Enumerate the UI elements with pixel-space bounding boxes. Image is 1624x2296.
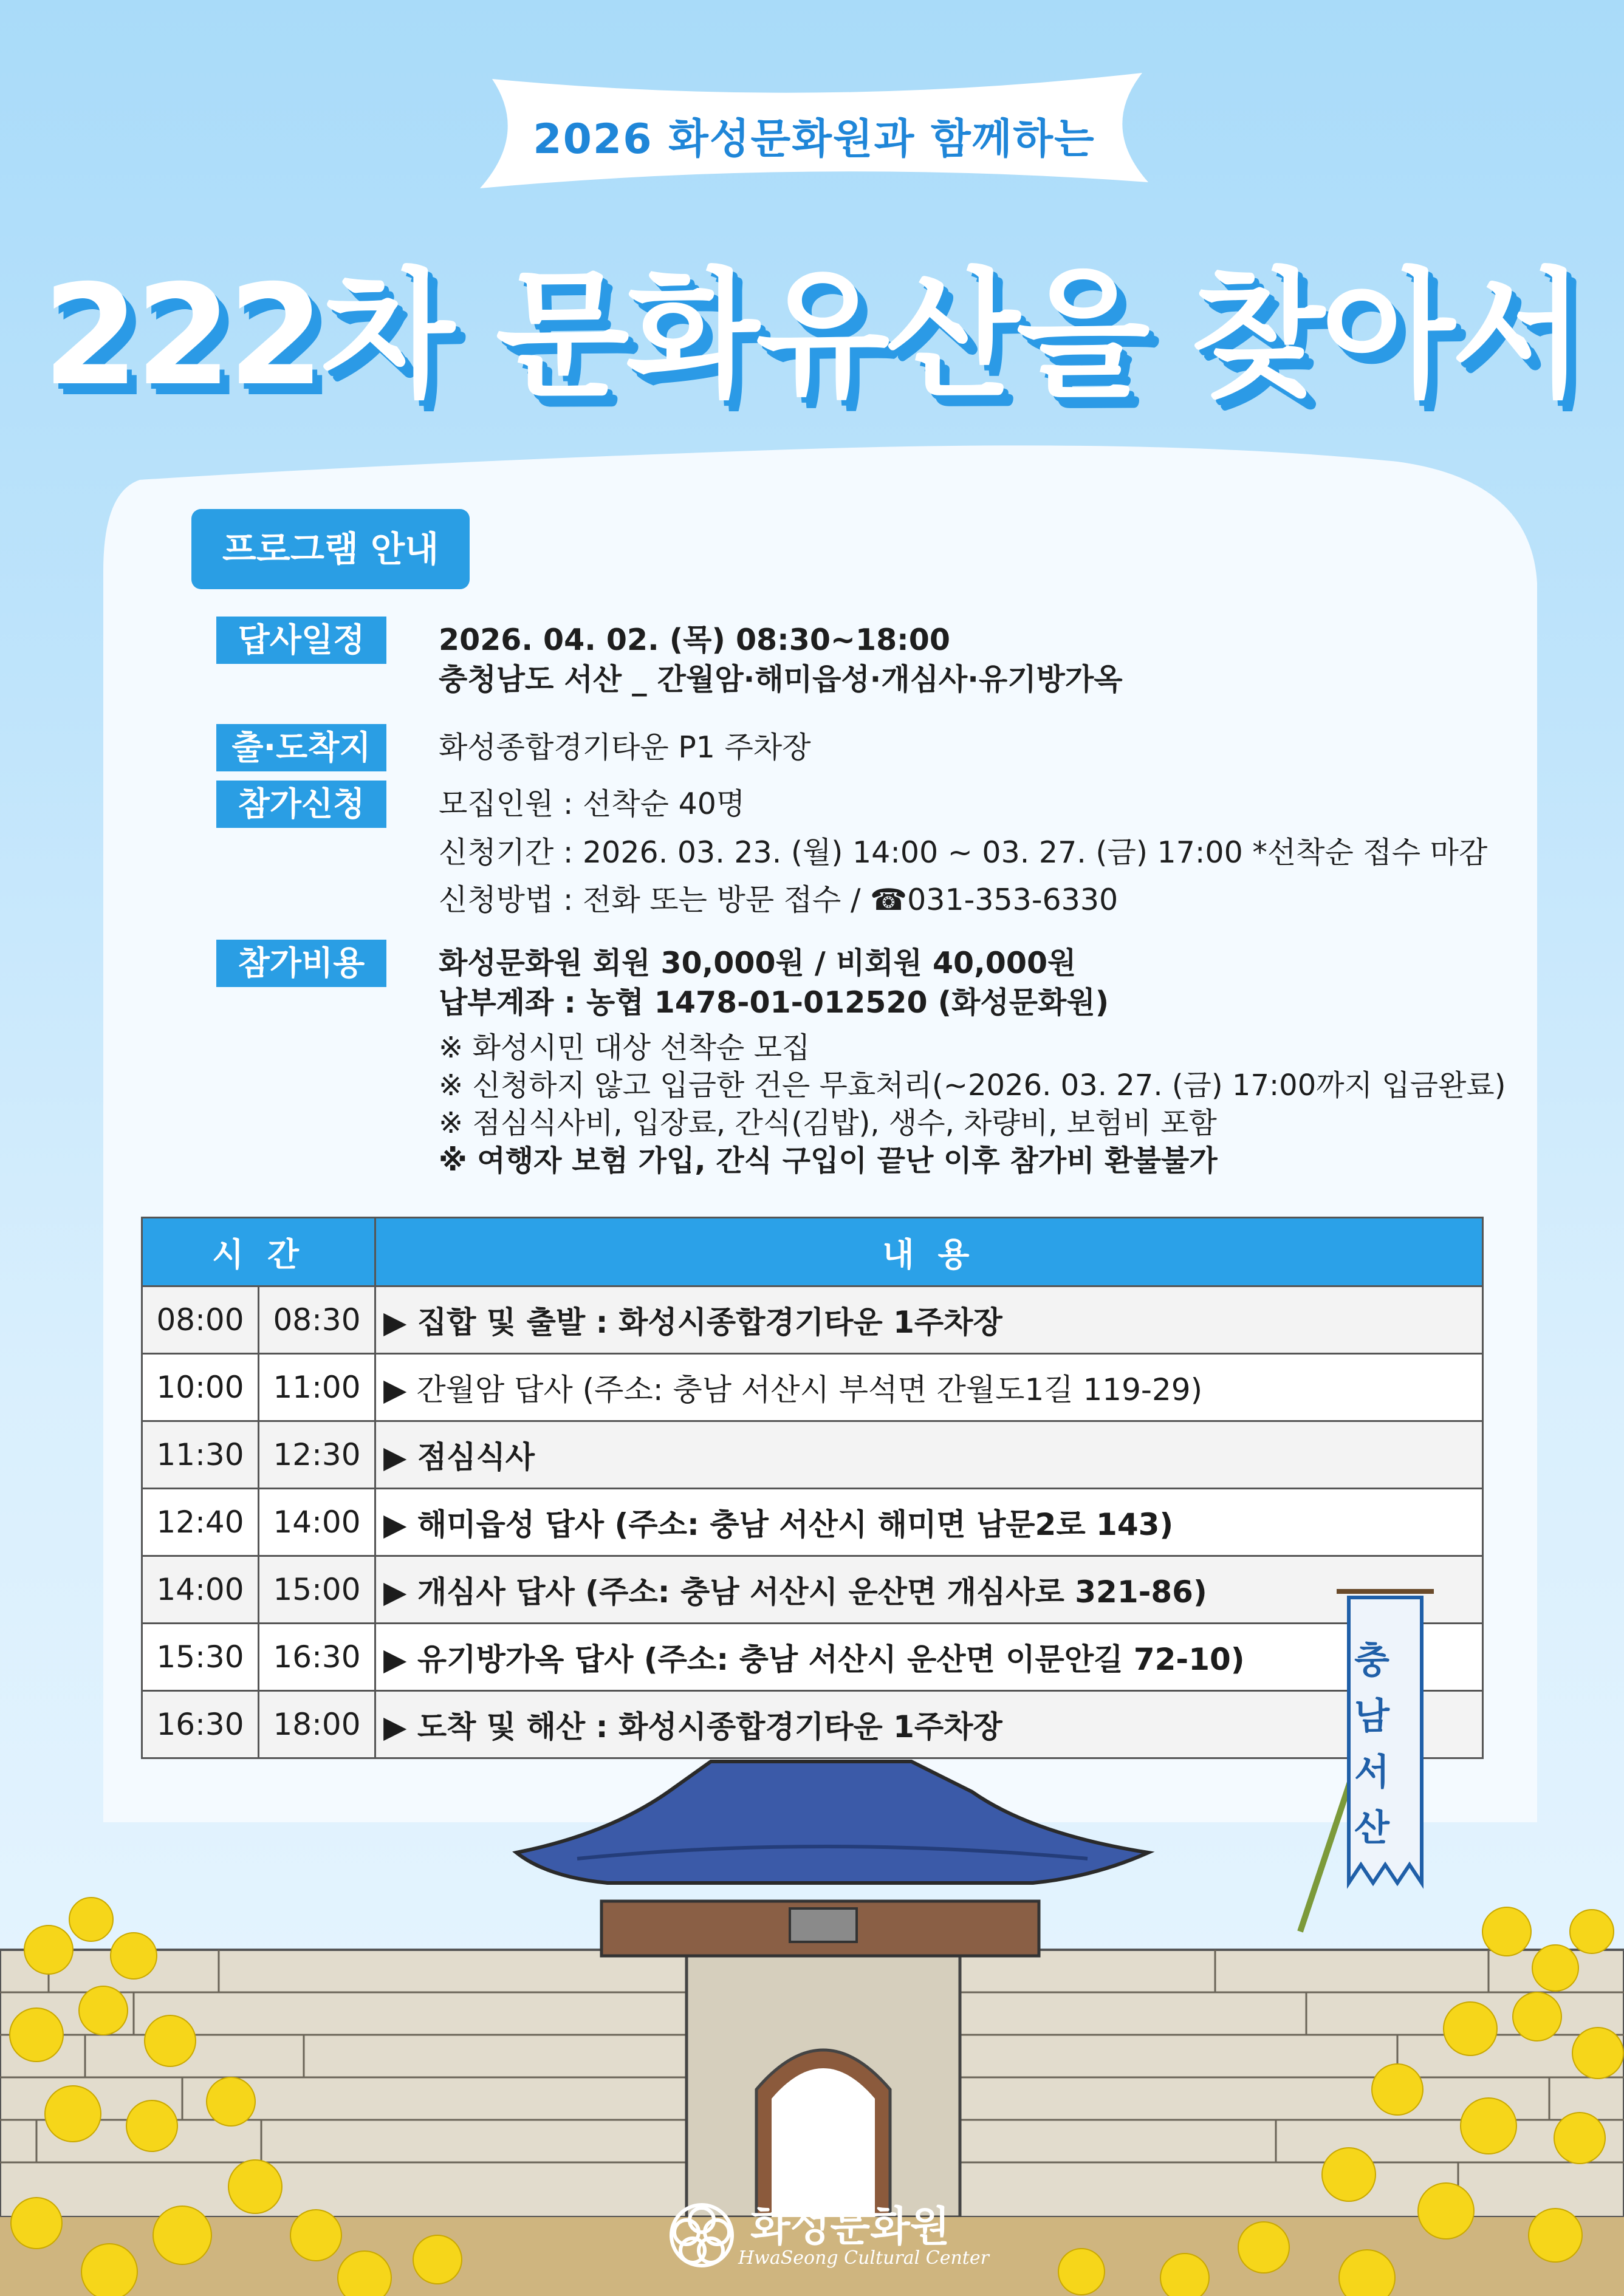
end-time: 12:30	[259, 1421, 375, 1489]
table-row	[142, 1624, 1483, 1691]
depart-value: 화성종합경기타운 P1 주차장	[439, 730, 811, 765]
schedule-date: 2026. 04. 02. (목) 08:30~18:00	[439, 623, 950, 657]
table-row	[142, 1421, 1483, 1489]
cost-fee: 화성문화원 회원 30,000원 / 비회원 40,000원	[439, 946, 1077, 980]
end-time: 15:00	[259, 1556, 375, 1624]
activity: ▶ 집합 및 출발 : 화성시종합경기타운 1주차장	[375, 1286, 1483, 1354]
logo-icon	[665, 2199, 738, 2272]
depart-label: 출·도착지	[216, 724, 386, 771]
activity: ▶ 해미읍성 답사 (주소: 충남 서산시 해미면 남문2로 143)	[375, 1489, 1483, 1556]
start-time: 10:00	[142, 1354, 259, 1421]
start-time: 08:00	[142, 1286, 259, 1354]
schedule-label: 답사일정	[216, 617, 386, 664]
note-item: ※ 신청하지 않고 입금한 건은 무효처리(~2026. 03. 27. (금) 17:00까지 입금완료)	[439, 1068, 1506, 1102]
ribbon-subtitle: 2026 화성문화원과 함께하는	[533, 115, 1095, 163]
activity: ▶ 점심식사	[375, 1421, 1483, 1489]
activity: ▶ 개심사 답사 (주소: 충남 서산시 운산면 개심사로 321-86)	[375, 1556, 1483, 1624]
start-time: 15:30	[142, 1624, 259, 1691]
apply-label: 참가신청	[216, 781, 386, 828]
apply-quota: 모집인원 : 선착순 40명	[439, 787, 745, 821]
program-info-badge: 프로그램 안내	[191, 509, 470, 589]
activity: ▶ 간월암 답사 (주소: 충남 서산시 부석면 간월도1길 119-29)	[375, 1354, 1483, 1421]
apply-period: 신청기간 : 2026. 03. 23. (월) 14:00 ~ 03. 27. (금) 17:00 *선착순 접수 마감	[439, 835, 1488, 870]
cost-account: 납부계좌 : 농협 1478-01-012520 (화성문화원)	[439, 985, 1109, 1020]
column-header-time: 시 간	[142, 1218, 375, 1286]
column-header-content: 내 용	[375, 1218, 1483, 1286]
end-time: 16:30	[259, 1624, 375, 1691]
note-item: ※ 점심식사비, 입장료, 간식(김밥), 생수, 차량비, 보험비 포함	[439, 1106, 1217, 1140]
start-time: 16:30	[142, 1691, 259, 1758]
cost-label: 참가비용	[216, 940, 386, 987]
note-item: ※ 화성시민 대상 선착순 모집	[439, 1031, 810, 1065]
table-row	[142, 1286, 1483, 1354]
schedule-table	[141, 1217, 1484, 1759]
start-time: 12:40	[142, 1489, 259, 1556]
activity: ▶ 유기방가옥 답사 (주소: 충남 서산시 운산면 이문안길 72-10)	[375, 1624, 1483, 1691]
end-time: 08:30	[259, 1286, 375, 1354]
apply-method: 신청방법 : 전화 또는 방문 접수 / ☎031-353-6330	[439, 883, 1119, 917]
schedule-route: 충청남도 서산 _ 간월암·해미읍성·개심사·유기방가옥	[439, 662, 1123, 697]
end-time: 18:00	[259, 1691, 375, 1758]
table-row	[142, 1691, 1483, 1758]
start-time: 14:00	[142, 1556, 259, 1624]
logo-name: 화성문화원	[750, 2203, 950, 2251]
page-title: 222차 문화유산을 찾아서	[43, 255, 1581, 416]
notes-list	[439, 1029, 1506, 1180]
banner-flag-text: 충남서산	[1354, 1639, 1389, 1850]
end-time: 14:00	[259, 1489, 375, 1556]
table-row	[142, 1354, 1483, 1421]
end-time: 11:00	[259, 1354, 375, 1421]
start-time: 11:30	[142, 1421, 259, 1489]
activity: ▶ 도착 및 해산 : 화성시종합경기타운 1주차장	[375, 1691, 1483, 1758]
table-row	[142, 1489, 1483, 1556]
table-row	[142, 1556, 1483, 1624]
logo-english: HwaSeong Cultural Center	[738, 2247, 989, 2269]
note-item: ※ 여행자 보험 가입, 간식 구입이 끝난 이후 참가비 환불불가	[439, 1144, 1218, 1178]
